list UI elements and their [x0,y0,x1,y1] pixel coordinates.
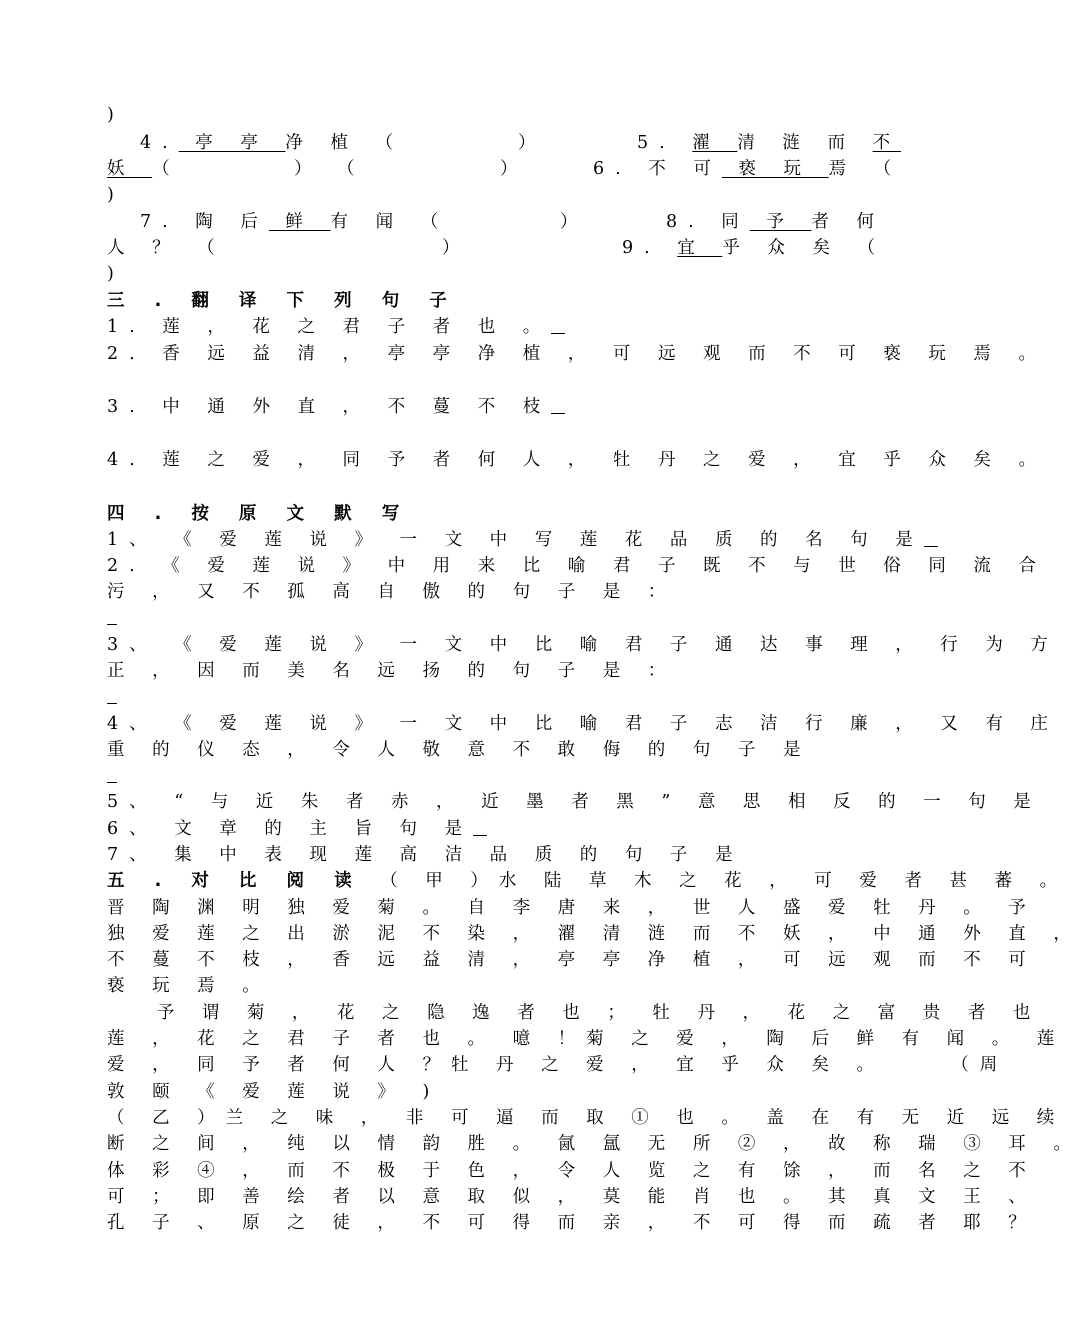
answer-blank[interactable] [551,399,565,414]
item-text: 者 何 [811,212,885,232]
vocab-row-4: 人 ？ （ [107,238,226,258]
vocab-item-8 [666,210,885,234]
passage-line: 不 蔓 不 枝 ， 香 远 益 清 ， 亭 亭 净 植 ， 可 远 观 而 不 可 [107,950,1037,970]
item-number: 4. [140,133,179,153]
vocab-item-5 [637,131,901,155]
translate-item-3 [107,395,565,419]
vocab-item-7 [140,210,449,234]
paren-close-line: ) [107,105,125,125]
paren-close-line: ) [107,264,125,284]
item-text: 焉 （ [828,159,903,179]
answer-blank-line[interactable] [107,685,117,709]
passage-line: 莲 ， 花 之 君 子 者 也 。 噫 ！菊 之 爱 ， 陶 后 鲜 有 闻 。 莲 [107,1029,1066,1049]
underlined-word: 濯 [692,133,738,153]
item-number: 5. [637,133,676,153]
paren-close-line: ) [107,185,125,205]
recite-q1 [107,528,938,552]
item-text: 3. 中 通 外 直 ， 不 蔓 不 枝 [107,397,552,417]
item-number: 6. [593,159,632,179]
underlined-word: 亭 亭 [178,133,286,153]
paren-open: （ [152,159,181,179]
vocab-item-4 [140,131,404,155]
answer-blank[interactable] [107,610,117,625]
underlined-word: 予 [749,212,812,232]
passage-line: （ 乙 ）兰 之 味 ， 非 可 逼 而 取 ① 也 。 盖 在 有 无 近 远 续 [107,1108,1066,1128]
section-5-line-1 [107,869,1068,893]
answer-blank[interactable] [107,689,117,704]
item-text: 不 可 [648,159,722,179]
passage-line: 爱 ， 同 予 者 何 人 ？牡 丹 之 爱 ， 宜 乎 众 矣 。 （周 [107,1055,1009,1075]
recite-q5: 5、 “ 与 近 朱 者 赤 ， 近 墨 者 黑 ” 意 思 相 反 的 一 句 是 [107,792,1042,812]
passage-line: 敦 颐 《 爱 莲 说 》 ) [107,1082,441,1102]
item-number: 9. [622,238,661,258]
item-text: 净 植 （ [285,133,405,153]
recite-q4: 4、 《 爱 莲 说 》 一 文 中 比 喻 君 子 志 洁 行 廉 ， 又 有 庄 [107,714,1059,734]
answer-blank-line[interactable] [107,764,117,788]
vocab-item-9 [622,236,886,260]
item-text: 6、 文 章 的 主 旨 句 是 [107,819,474,839]
passage-line: 孔 子 、 原 之 徒 ， 不 可 得 而 亲 ， 不 可 得 而 疏 者 耶 ？ [107,1213,1037,1233]
item-number: 8. [666,212,705,232]
underlined-word: 妖 [107,159,153,179]
item-text: 清 涟 而 [737,133,873,153]
recite-q7: 7、 集 中 表 现 莲 高 洁 品 质 的 句 子 是 [107,845,744,865]
answer-blank[interactable] [473,821,487,836]
paren-open: （ [337,159,366,179]
item-text: 1、 《 爱 莲 说 》 一 文 中 写 莲 花 品 质 的 名 句 是 [107,530,924,550]
underlined-word: 鲜 [268,212,331,232]
item-text: 陶 后 [195,212,269,232]
recite-q4-cont: 重 的 仪 态 ， 令 人 敬 意 不 敢 侮 的 句 子 是 [107,740,812,760]
answer-blank[interactable] [107,768,117,783]
passage-line: 断 之 间 ， 纯 以 情 韵 胜 。 氤 氲 无 所 ② ， 故 称 瑞 ③ 耳 。 [107,1134,1082,1154]
item-number: 7. [140,212,179,232]
section-4-title: 四 . 按 原 文 默 写 [107,504,412,524]
translate-item-1 [107,315,565,339]
recite-q2-cont: 污 ， 又 不 孤 高 自 傲 的 句 子 是 ： [107,582,677,602]
underlined-word: 宜 [677,238,723,258]
passage-line: 亵 玩 焉 。 [107,976,271,996]
paren-close: ） [500,159,529,179]
section-5-title: 五 . 对 比 阅 读 [107,871,364,891]
answer-blank[interactable] [924,532,938,547]
passage-line: 独 爱 莲 之 出 淤 泥 不 染 ， 濯 清 涟 而 不 妖 ， 中 通 外 直 ， [107,924,1082,944]
vocab-item-6 [593,157,902,181]
recite-q2: 2. 《 爱 莲 说 》 中 用 来 比 喻 君 子 既 不 与 世 俗 同 流 合 [107,556,1047,576]
paren-close: ） [518,133,547,153]
section-3-title: 三 . 翻 译 下 列 句 子 [107,291,459,311]
passage-line: 体 彩 ④ ， 而 不 极 于 色 ， 令 人 览 之 有 馀 ， 而 名 之 不 [107,1161,1037,1181]
translate-item-4: 4. 莲 之 爱 ， 同 予 者 何 人 ， 牡 丹 之 爱 ， 宜 乎 众 矣 。 [107,450,1047,470]
recite-q3: 3、 《 爱 莲 说 》 一 文 中 比 喻 君 子 通 达 事 理 ， 行 为 方 [107,635,1059,655]
translate-item-2: 2. 香 远 益 清 ， 亭 亭 净 植 ， 可 远 观 而 不 可 亵 玩 焉 。 [107,344,1047,364]
passage-line: 予 谓 菊 ， 花 之 隐 逸 者 也 ； 牡 丹 ， 花 之 富 贵 者 也 [107,1003,1042,1023]
vocab-row-2 [107,157,181,181]
item-text: 有 闻 （ [330,212,450,232]
passage-line: 可 ； 即 善 绘 者 以 意 取 似 ， 莫 能 肖 也 。 其 真 文 王 、 [107,1187,1037,1207]
item-text: 同 [721,212,750,232]
paren-close: ） [442,238,471,258]
paren-close: ） [294,159,323,179]
paren-close: ） [560,212,589,232]
recite-q3-cont: 正 ， 因 而 美 名 远 扬 的 句 子 是 ： [107,661,677,681]
underlined-word: 亵 玩 [721,159,829,179]
item-text: 1. 莲 ， 花 之 君 子 者 也 。 [107,317,552,337]
recite-q6 [107,817,487,841]
underlined-word: 不 [872,133,902,153]
answer-blank-line[interactable] [107,606,117,630]
passage-text: （ 甲 ）水 陆 草 木 之 花 ， 可 爱 者 甚 蕃 。 [363,871,1069,891]
answer-blank[interactable] [551,319,565,334]
item-text: 乎 众 矣 （ [722,238,887,258]
passage-line: 晋 陶 渊 明 独 爱 菊 。 自 李 唐 来 ， 世 人 盛 爱 牡 丹 。 予 [107,898,1037,918]
